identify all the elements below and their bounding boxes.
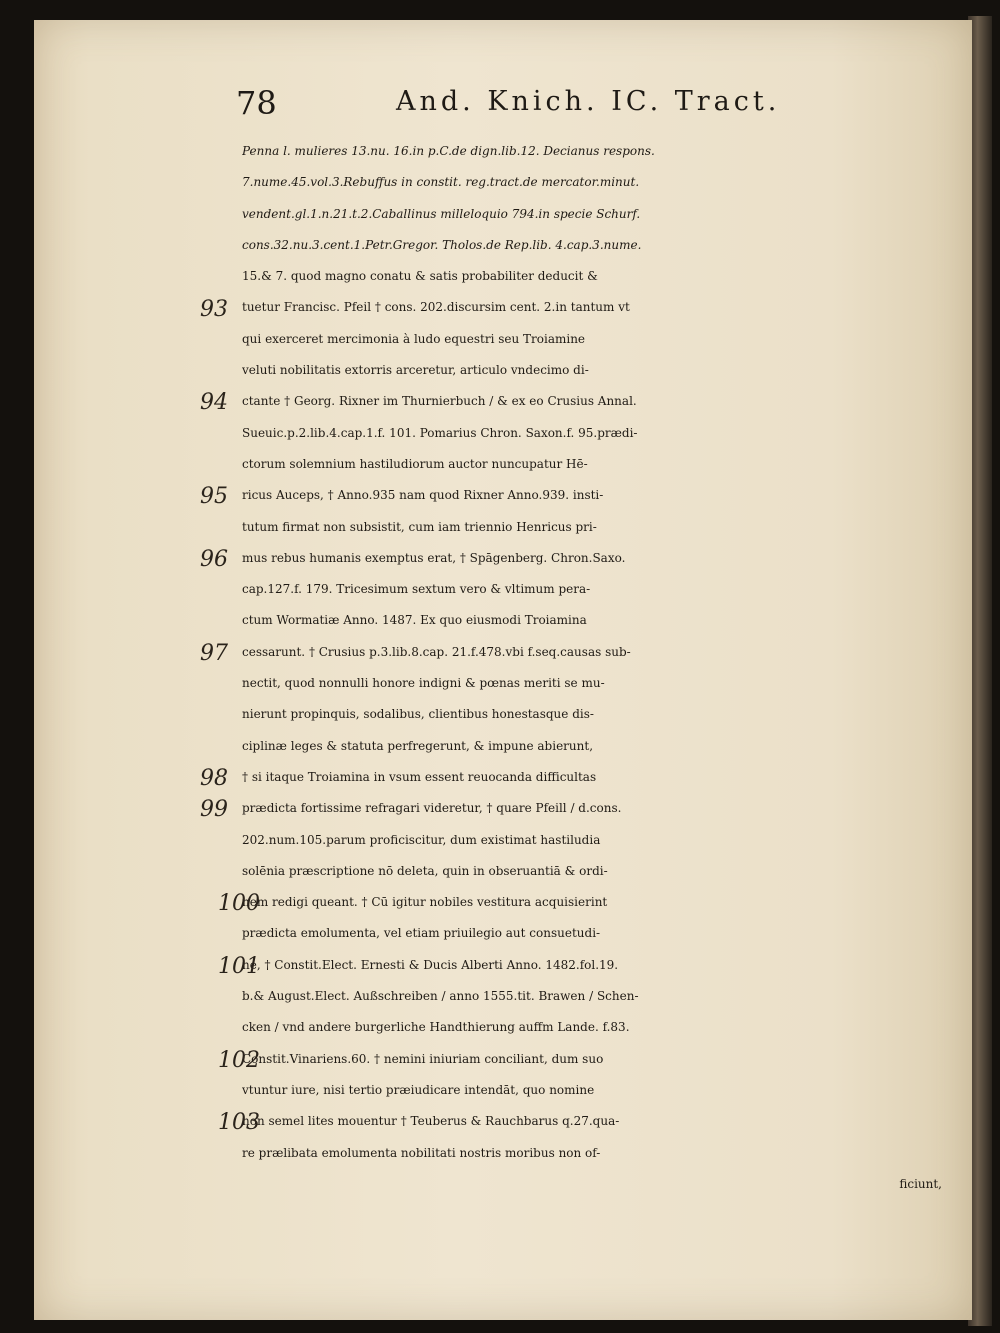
text-line: non semel lites mouentur † Teuberus & Rauchbarus q.27.qua-	[242, 1114, 620, 1129]
text-line: nem redigi queant. † Cū igitur nobiles vestitura acquisierint	[242, 895, 608, 910]
text-line: 7.nume.45.vol.3.Rebuffus in constit. reg.tract.de mercator.minut.	[242, 175, 640, 190]
text-line: ficiunt,	[899, 1176, 942, 1191]
text-line: Constit.Vinariens.60. † nemini iniuriam conciliant, dum suo	[242, 1051, 604, 1066]
text-line: nectit, quod nonnulli honore indigni & pœnas meriti se mu-	[242, 676, 605, 691]
margin-number: 93	[200, 296, 228, 322]
text-line: Sueuic.p.2.lib.4.cap.1.f. 101. Pomarius Chron. Saxon.f. 95.prædi-	[242, 425, 638, 440]
text-line: cons.32.nu.3.cent.1.Petr.Gregor. Tholos.de Rep.lib. 4.cap.3.nume.	[242, 237, 642, 252]
text-line: ctante † Georg. Rixner im Thurnierbuch / & ex eo Crusius Annal.	[242, 394, 637, 409]
text-line: vendent.gl.1.n.21.t.2.Caballinus milleloquio 794.in specie Schurf.	[242, 206, 641, 221]
text-line: mus rebus humanis exemptus erat, † Spāgenberg. Chron.Saxo.	[242, 550, 626, 565]
text-line: ne, † Constit.Elect. Ernesti & Ducis Alberti Anno. 1482.fol.19.	[242, 957, 619, 972]
text-line: Penna l. mulieres 13.nu. 16.in p.C.de dign.lib.12. Decianus respons.	[242, 144, 655, 158]
text-line: prædicta fortissime refragari videretur, † quare Pfeill / d.cons.	[242, 801, 622, 816]
margin-number: 97	[200, 640, 228, 666]
page-number: 78	[236, 84, 277, 122]
margin-number: 96	[200, 546, 228, 572]
text-line: solēnia præscriptione nō deleta, quin in obseruantiā & ordi-	[242, 863, 608, 878]
text-line: qui exerceret mercimonia à ludo equestri seu Troiamine	[242, 331, 586, 346]
text-line: cken / vnd andere burgerliche Handthierung auffm Lande. f.83.	[242, 1020, 630, 1035]
margin-number: 98	[200, 766, 228, 791]
text-line: re prælibata emolumenta nobilitati nostris moribus non of-	[242, 1145, 601, 1160]
text-line: nierunt propinquis, sodalibus, clientibus honestasque dis-	[242, 707, 594, 722]
margin-number: 100	[218, 891, 260, 917]
margin-number: 95	[200, 484, 228, 510]
margin-number: 101	[218, 953, 260, 979]
text-line: cessarunt. † Crusius p.3.lib.8.cap. 21.f.478.vbi f.seq.causas sub-	[242, 644, 631, 659]
body-text	[242, 136, 962, 1200]
text-line: ctum Wormatiæ Anno. 1487. Ex quo eiusmodi Troiamina	[242, 613, 587, 628]
margin-number: 99	[200, 797, 228, 823]
text-line: veluti nobilitatis extorris arceretur, articulo vndecimo di-	[242, 363, 589, 378]
text-line: vtuntur iure, nisi tertio præiudicare intendāt, quo nomine	[242, 1082, 595, 1097]
text-line: tuetur Francisc. Pfeil † cons. 202.discursim cent. 2.in tantum vt	[242, 300, 630, 315]
text-line: b.& August.Elect. Außschreiben / anno 1555.tit. Brawen / Schen-	[242, 989, 639, 1004]
text-line: 202.num.105.parum proficiscitur, dum existimat hastiludia	[242, 832, 601, 847]
text-line: 15.& 7. quod magno conatu & satis probabiliter deducit &	[242, 269, 598, 284]
text-line: ciplinæ leges & statuta perfregerunt, & impune abierunt,	[242, 738, 594, 753]
page-header	[236, 78, 816, 128]
text-line: cap.127.f. 179. Tricesimum sextum vero & vltimum pera-	[242, 582, 591, 597]
text-line: † si itaque Troiamina in vsum essent reuocanda difficultas	[242, 769, 597, 784]
text-line: tutum firmat non subsistit, cum iam triennio Henricus pri-	[242, 519, 597, 534]
running-head: And. Knich. IC. Tract.	[396, 86, 781, 117]
text-line: ricus Auceps, † Anno.935 nam quod Rixner Anno.939. insti-	[242, 488, 604, 503]
text-line: prædicta emolumenta, vel etiam priuilegio aut consuetudi-	[242, 926, 601, 941]
text-line: ctorum solemnium hastiludiorum auctor nuncupatur Hē-	[242, 456, 588, 471]
margin-number: 103	[218, 1110, 260, 1136]
margin-number: 102	[218, 1047, 260, 1073]
margin-number: 94	[200, 390, 228, 416]
